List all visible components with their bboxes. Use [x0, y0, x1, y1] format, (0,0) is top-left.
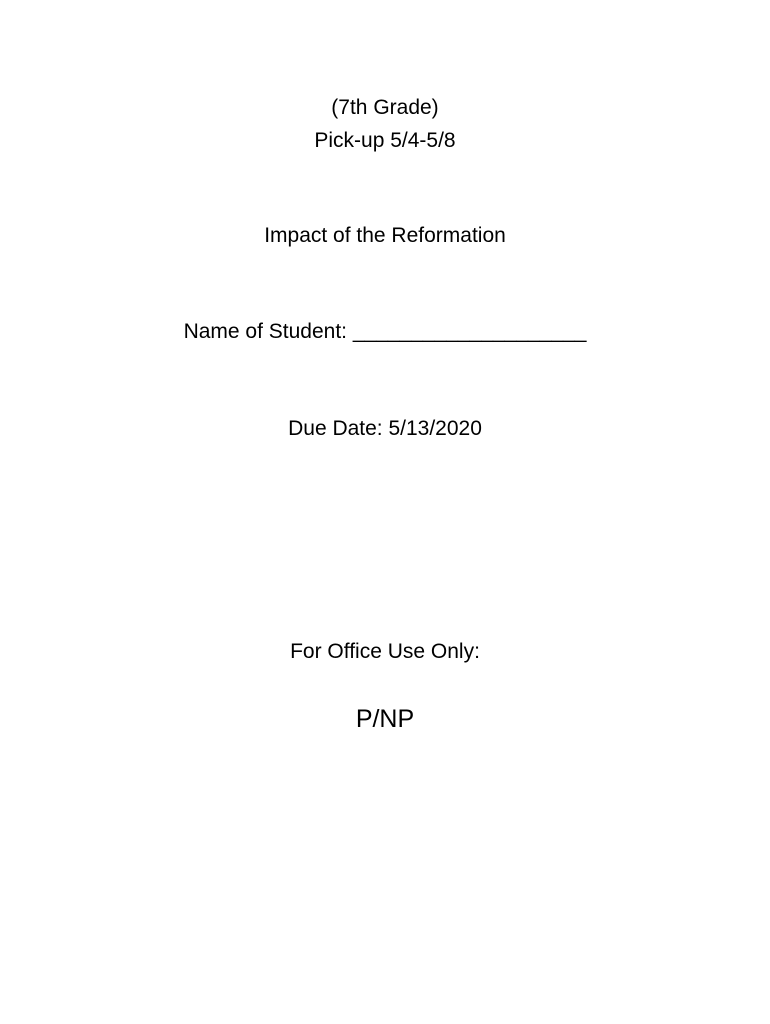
office-use-label: For Office Use Only:: [290, 640, 480, 663]
due-date: Due Date: 5/13/2020: [288, 417, 482, 440]
student-name-line: [0, 319, 770, 345]
student-name-blank: ____________________: [352, 320, 587, 343]
student-name-label: Name of Student:: [183, 320, 347, 343]
pickup-dates: Pick-up 5/4-5/8: [314, 129, 456, 152]
assignment-title: Impact of the Reformation: [264, 224, 506, 247]
grade-level: (7th Grade): [331, 96, 439, 119]
pass-no-pass-mark: P/NP: [355, 705, 415, 733]
